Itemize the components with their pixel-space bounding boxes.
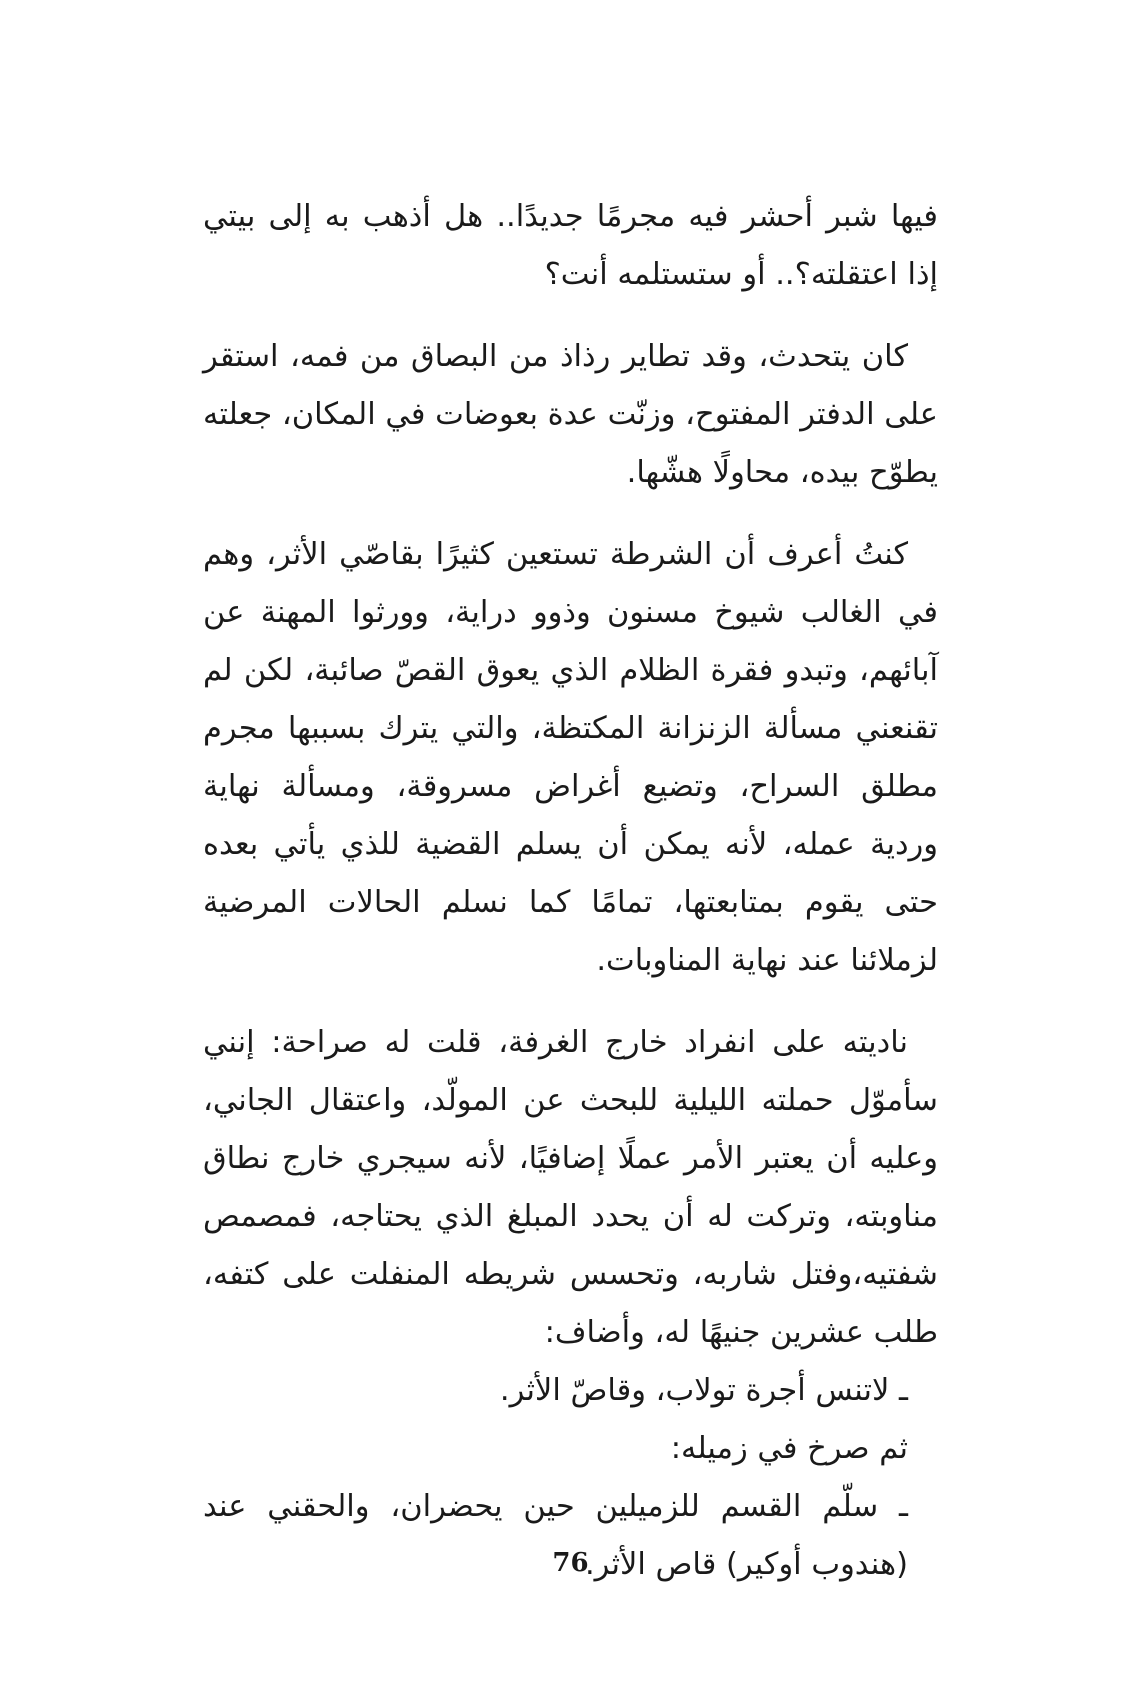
narration-line: ثم صرخ في زميله: — [670, 1431, 908, 1466]
paragraph-4: ناديته على انفراد خارج الغرفة، قلت له صراحة: إنني سأموّل حملته الليلية للبحث عن المولّد، واعتقال الجاني، وعليه أن يعتبر الأمر عملًا إضافيًا، لأنه سيجري خارج نطاق مناوبته، وتركت له أن يحدد المبلغ الذي يحتاجه، فمصمص شفتيه،وفتل شاربه، وتحسس شريطه المنفلت على كتفه، طلب عشرين جنيهًا له، وأضاف: — [203, 1025, 938, 1350]
body-text — [203, 188, 938, 1594]
paragraph-1: فيها شبر أحشر فيه مجرمًا جديدًا.. هل أذهب به إلى بيتي إذا اعتقلته؟.. أو ستستلمه أنت؟ — [203, 199, 938, 292]
paragraph-2: كان يتحدث، وقد تطاير رذاذ من البصاق من فمه، استقر على الدفتر المفتوح، وزنّت عدة بعوضات في المكان، جعلته يطوّح بيده، محاولًا هشّها. — [203, 339, 938, 490]
paragraph-3: كنتُ أعرف أن الشرطة تستعين كثيرًا بقاصّي الأثر، وهم في الغالب شيوخ مسنون وذوو دراية، وورثوا المهنة عن آبائهم، وتبدو فقرة الظلام الذي يعوق القصّ صائبة، لكن لم تقنعني مسألة الزنزانة المكتظة، والتي يترك بسببها مجرم مطلق السراح، وتضيع أغراض مسروقة، ومسألة نهاية وردية عمله، لأنه يمكن أن يسلم القضية للذي يأتي بعده حتى يقوم بمتابعتها، تمامًا كما نسلم الحالات المرضية لزملائنا عند نهاية المناوبات. — [203, 537, 938, 978]
page-number: 76 — [552, 1548, 589, 1578]
dialogue-line-1: ـ لاتنس أجرة تولاب، وقاصّ الأثر. — [499, 1373, 908, 1408]
dialogue-line-2: ـ سلّم القسم للزميلين حين يحضران، والحقني عند (هندوب أوكير) قاص الأثر. — [203, 1489, 908, 1582]
